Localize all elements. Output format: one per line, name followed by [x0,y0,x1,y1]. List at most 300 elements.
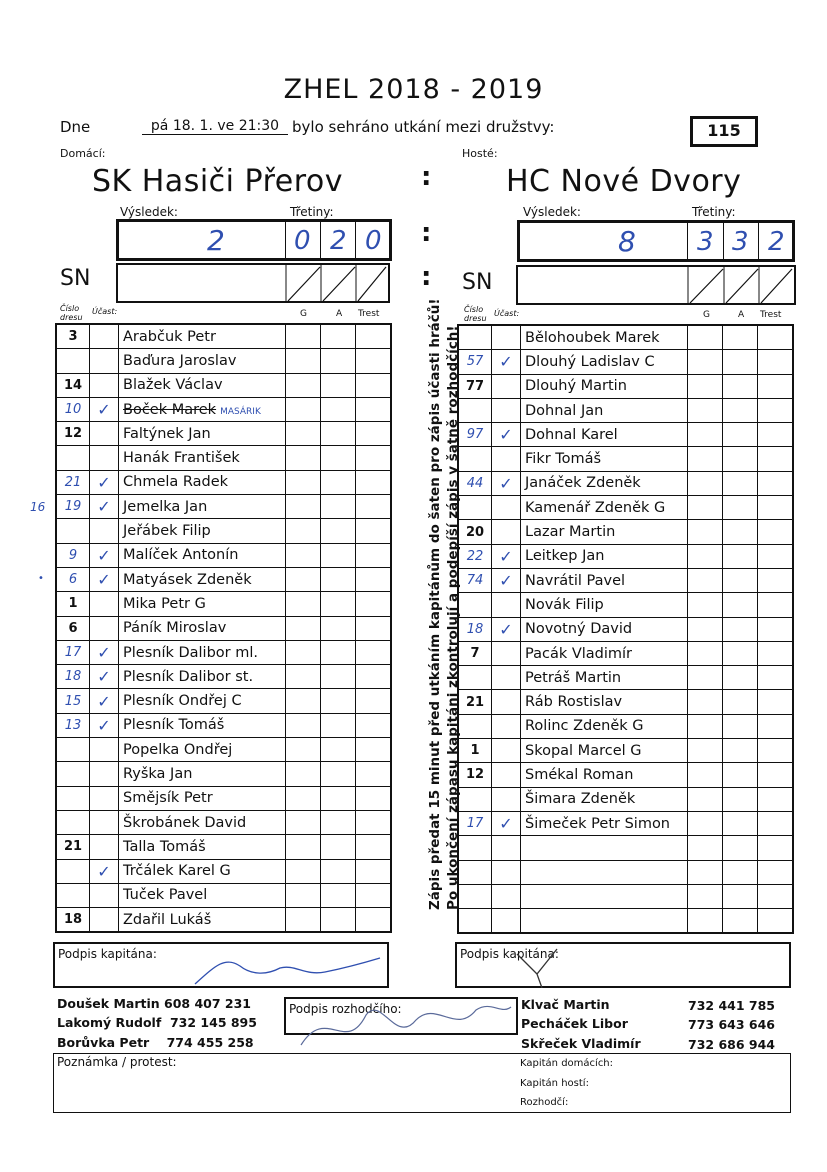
home-player-penalty [356,567,392,591]
home-player-name: Smějsík Petr [119,786,286,810]
home-player-penalty [356,859,392,883]
home-player-name: Plesník Ondřej C [119,689,286,713]
away-score: 8 [618,225,636,258]
home-third-2: 2 [330,226,347,256]
home-player-row [56,446,391,470]
home-player-attendance [90,324,119,349]
away-player-penalty [758,350,794,374]
away-player-row [458,836,793,860]
home-player-penalty [356,883,392,907]
match-number: 115 [707,121,741,140]
away-captain-sign-box [455,942,791,988]
away-player-name: Novotný David [521,617,688,641]
away-player-assists [723,666,758,690]
home-player-attendance [90,519,119,543]
home-player-assists [321,810,356,834]
home-player-penalty [356,762,392,786]
away-third-1: 3 [697,227,714,257]
home-player-penalty [356,616,392,640]
home-player-attendance: ✓ [90,859,119,883]
contact-left-3: Borůvka Petr 774 455 258 [57,1035,254,1050]
away-player-assists [723,374,758,398]
home-player-name: Popelka Ondřej [119,738,286,762]
home-player-attendance [90,373,119,397]
home-player-assists [321,786,356,810]
away-player-assists [723,544,758,568]
home-player-number: 3 [56,324,90,349]
home-player-row [56,640,391,664]
away-player-attendance [492,909,521,934]
away-sn-slashes [518,267,794,303]
home-player-penalty [356,349,392,373]
away-thirds-label: Třetiny: [692,205,736,219]
home-player-number: 19 [56,495,90,519]
home-player-name: Páník Miroslav [119,616,286,640]
away-player-attendance [492,520,521,544]
away-player-name: Ráb Rostislav [521,690,688,714]
away-player-row [458,471,793,495]
away-player-number: 74 [458,568,492,592]
home-player-goals [286,324,321,349]
away-player-penalty [758,909,794,934]
home-player-goals [286,640,321,664]
home-player-assists [321,567,356,591]
away-player-number: 21 [458,690,492,714]
side-mark-16: 16 [30,500,46,514]
away-player-row [458,544,793,568]
home-player-attendance: ✓ [90,397,119,421]
away-player-row [458,666,793,690]
away-sn-label: SN [462,270,493,295]
home-player-assists [321,689,356,713]
home-player-attendance [90,738,119,762]
away-col-g: G [703,310,710,320]
date-label: Dne [60,118,91,136]
away-player-assists [723,787,758,811]
away-player-goals [688,617,723,641]
away-player-row [458,739,793,763]
away-player-number [458,325,492,350]
home-captain-sign-box [53,942,389,988]
away-player-penalty [758,423,794,447]
away-player-goals [688,836,723,860]
result-separator: : [421,218,432,248]
away-player-goals [688,350,723,374]
home-player-replacement-note: MASÁRIK [220,406,261,417]
bottom-label-home-captain: Kapitán domácích: [520,1058,614,1069]
home-player-assists [321,908,356,933]
away-player-penalty [758,520,794,544]
away-player-assists [723,520,758,544]
away-player-assists [723,593,758,617]
home-player-number [56,883,90,907]
home-player-assists [321,422,356,446]
home-player-assists [321,883,356,907]
away-player-name: Kamenář Zdeněk G [521,496,688,520]
home-sn-label: SN [60,266,91,291]
away-player-row [458,641,793,665]
home-col-trest: Trest [358,309,380,319]
away-col-ucast: Účast: [494,309,520,318]
away-player-penalty [758,714,794,738]
away-player-name [521,909,688,934]
home-player-assists [321,713,356,737]
away-player-number: 44 [458,471,492,495]
home-player-number [56,810,90,834]
away-player-name: Skopal Marcel G [521,739,688,763]
played-text: bylo sehráno utkání mezi družstvy: [292,118,555,136]
home-player-penalty [356,810,392,834]
home-player-goals [286,616,321,640]
home-player-assists [321,762,356,786]
home-sn-slashes [118,265,388,301]
home-player-assists [321,738,356,762]
home-player-row [56,908,391,933]
home-player-number [56,519,90,543]
away-player-goals [688,909,723,934]
away-player-name [521,884,688,908]
away-player-attendance [492,496,521,520]
home-player-attendance: ✓ [90,470,119,494]
home-player-goals [286,470,321,494]
note-label: Poznámka / protest: [57,1055,177,1069]
home-player-attendance: ✓ [90,713,119,737]
contact-right-name-3: Skřeček Vladimír [521,1036,641,1051]
home-player-goals [286,495,321,519]
contact-left-1: Doušek Martin 608 407 231 [57,996,251,1011]
away-player-assists [723,690,758,714]
away-player-goals [688,787,723,811]
home-player-goals [286,908,321,933]
away-player-number: 57 [458,350,492,374]
away-player-attendance [492,593,521,617]
contact-right-phone-2: 773 643 646 [688,1017,775,1032]
away-player-goals [688,325,723,350]
away-player-number: 12 [458,763,492,787]
away-player-assists [723,836,758,860]
home-player-row [56,349,391,373]
contact-left-2: Lakomý Rudolf 732 145 895 [57,1015,257,1030]
away-player-goals [688,690,723,714]
note-box [53,1053,791,1113]
home-thirds-label: Třetiny: [290,205,334,219]
away-player-assists [723,811,758,835]
home-third-1: 0 [294,226,311,256]
home-player-assists [321,859,356,883]
home-player-goals [286,397,321,421]
away-player-number [458,398,492,422]
home-player-attendance: ✓ [90,567,119,591]
home-player-number [56,786,90,810]
away-player-attendance [492,763,521,787]
away-player-number: 20 [458,520,492,544]
away-player-name: Rolinc Zdeněk G [521,714,688,738]
away-player-penalty [758,447,794,471]
home-col-g: G [300,309,307,319]
away-player-attendance [492,860,521,884]
away-player-goals [688,593,723,617]
away-col-a: A [738,310,745,320]
home-player-attendance: ✓ [90,665,119,689]
home-player-attendance [90,446,119,470]
home-player-number: 18 [56,665,90,689]
home-player-penalty [356,835,392,859]
away-player-penalty [758,860,794,884]
home-player-name: Arabčuk Petr [119,324,286,349]
home-player-name: Trčálek Karel G [119,859,286,883]
home-player-row [56,738,391,762]
home-col-ucast: Účast: [92,307,118,316]
home-player-number: 15 [56,689,90,713]
home-player-goals [286,567,321,591]
away-player-number: 18 [458,617,492,641]
away-player-name: Navrátil Pavel [521,568,688,592]
home-player-goals [286,543,321,567]
away-player-row [458,398,793,422]
away-player-penalty [758,544,794,568]
away-player-row [458,909,793,934]
home-player-name: Tuček Pavel [119,883,286,907]
away-player-row [458,593,793,617]
home-player-name: Jeřábek Filip [119,519,286,543]
home-player-name: Škrobánek David [119,810,286,834]
home-player-row [56,592,391,616]
home-player-assists [321,446,356,470]
away-captain-sign-label: Podpis kapitána: [460,947,559,961]
away-player-goals [688,884,723,908]
home-player-number: 21 [56,835,90,859]
away-player-penalty [758,690,794,714]
home-player-goals [286,689,321,713]
contact-right-phone-3: 732 686 944 [688,1037,775,1052]
date-value: pá 18. 1. ve 21:30 [142,118,288,135]
away-player-attendance [492,374,521,398]
home-player-number [56,738,90,762]
away-player-row [458,617,793,641]
home-player-name: Chmela Radek [119,470,286,494]
home-player-goals [286,665,321,689]
away-player-row [458,520,793,544]
home-player-number: 12 [56,422,90,446]
away-player-number [458,496,492,520]
home-player-name: Plesník Dalibor ml. [119,640,286,664]
away-player-name: Bělohoubek Marek [521,325,688,350]
home-player-penalty [356,470,392,494]
away-player-goals [688,739,723,763]
away-player-row [458,811,793,835]
home-player-penalty [356,689,392,713]
away-player-name: Smékal Roman [521,763,688,787]
home-player-attendance: ✓ [90,543,119,567]
away-third-2: 3 [732,227,749,257]
away-player-attendance [492,714,521,738]
home-player-goals [286,519,321,543]
home-player-penalty [356,908,392,933]
contact-right-phone-1: 732 441 785 [688,998,775,1013]
away-player-assists [723,909,758,934]
away-player-name: Janáček Zdeněk [521,471,688,495]
home-player-number: 9 [56,543,90,567]
away-player-assists [723,568,758,592]
away-player-assists [723,884,758,908]
home-player-name: Mika Petr G [119,592,286,616]
home-player-name: Blažek Václav [119,373,286,397]
away-player-penalty [758,568,794,592]
home-team-name: SK Hasiči Přerov [92,164,344,199]
away-player-row [458,496,793,520]
away-player-row [458,860,793,884]
home-player-attendance [90,883,119,907]
home-player-goals [286,883,321,907]
home-player-name: Plesník Dalibor st. [119,665,286,689]
home-player-goals [286,446,321,470]
away-player-penalty [758,884,794,908]
home-player-penalty [356,543,392,567]
away-third-3: 2 [768,227,785,257]
home-player-row [56,373,391,397]
home-player-penalty [356,519,392,543]
away-player-goals [688,374,723,398]
away-player-goals [688,471,723,495]
away-player-goals [688,423,723,447]
home-captain-signature [185,946,385,990]
away-player-attendance [492,836,521,860]
home-player-number: 21 [56,470,90,494]
home-player-number: 14 [56,373,90,397]
home-player-assists [321,835,356,859]
vertical-note-2: Po ukončení zápasu kapitáni zkontrolují a podepíší zápis v šatně rozhodčích! [445,325,461,910]
home-sn-box [116,263,390,303]
away-player-assists [723,714,758,738]
home-player-goals [286,713,321,737]
away-player-name: Lazar Martin [521,520,688,544]
home-player-row [56,397,391,421]
home-player-number [56,349,90,373]
away-player-assists [723,641,758,665]
away-player-attendance [492,447,521,471]
home-player-name: Zdařil Lukáš [119,908,286,933]
home-player-name: Matyásek Zdeněk [119,567,286,591]
home-player-assists [321,543,356,567]
home-player-goals [286,835,321,859]
home-player-attendance: ✓ [90,640,119,664]
away-player-row [458,447,793,471]
home-player-penalty [356,592,392,616]
away-player-row [458,325,793,350]
away-player-penalty [758,325,794,350]
away-player-attendance: ✓ [492,568,521,592]
away-player-attendance: ✓ [492,811,521,835]
away-player-assists [723,350,758,374]
away-player-goals [688,447,723,471]
home-player-row [56,567,391,591]
home-player-penalty [356,665,392,689]
home-result-label: Výsledek: [120,205,178,219]
home-player-attendance [90,592,119,616]
home-player-name: Boček Marek MASÁRIK [119,397,286,421]
away-player-number [458,593,492,617]
away-player-goals [688,496,723,520]
home-player-row [56,324,391,349]
home-player-goals [286,762,321,786]
home-player-goals [286,349,321,373]
home-player-name: Malíček Antonín [119,543,286,567]
away-player-goals [688,811,723,835]
away-player-name: Novák Filip [521,593,688,617]
away-player-name: Leitkep Jan [521,544,688,568]
away-player-row [458,568,793,592]
home-player-assists [321,616,356,640]
referee-signature [286,985,516,1055]
away-player-number: 1 [458,739,492,763]
away-player-goals [688,544,723,568]
home-player-row [56,689,391,713]
away-player-row [458,763,793,787]
home-player-assists [321,665,356,689]
home-player-row [56,665,391,689]
away-player-penalty [758,811,794,835]
away-player-assists [723,763,758,787]
away-player-attendance: ✓ [492,544,521,568]
away-player-attendance [492,398,521,422]
home-player-penalty [356,446,392,470]
home-player-row [56,859,391,883]
home-player-assists [321,373,356,397]
away-player-attendance [492,884,521,908]
away-player-goals [688,666,723,690]
away-player-penalty [758,374,794,398]
home-player-assists [321,349,356,373]
home-player-attendance [90,786,119,810]
away-player-number [458,447,492,471]
side-mark-dot: • [38,573,44,584]
away-player-number [458,860,492,884]
home-player-goals [286,738,321,762]
away-player-attendance [492,666,521,690]
away-player-number [458,884,492,908]
away-player-assists [723,617,758,641]
referee-sign-box [284,997,518,1035]
away-player-number: 97 [458,423,492,447]
away-player-name [521,860,688,884]
away-player-penalty [758,739,794,763]
away-player-number: 77 [458,374,492,398]
away-player-penalty [758,496,794,520]
away-sn-box [516,265,796,305]
away-player-row [458,884,793,908]
team-separator: : [421,162,432,192]
away-player-number: 22 [458,544,492,568]
away-captain-signature [497,944,617,988]
away-player-name: Petráš Martin [521,666,688,690]
home-player-attendance [90,616,119,640]
home-player-goals [286,810,321,834]
home-player-goals [286,373,321,397]
home-player-row [56,422,391,446]
home-player-attendance: ✓ [90,495,119,519]
home-player-penalty [356,422,392,446]
away-col-trest: Trest [760,310,782,320]
away-player-penalty [758,787,794,811]
away-player-assists [723,471,758,495]
home-player-name: Hanák František [119,446,286,470]
home-player-assists [321,470,356,494]
home-player-assists [321,397,356,421]
contact-right-name-1: Klvač Martin [521,997,610,1012]
home-player-attendance [90,349,119,373]
home-player-row [56,883,391,907]
away-player-name: Fikr Tomáš [521,447,688,471]
